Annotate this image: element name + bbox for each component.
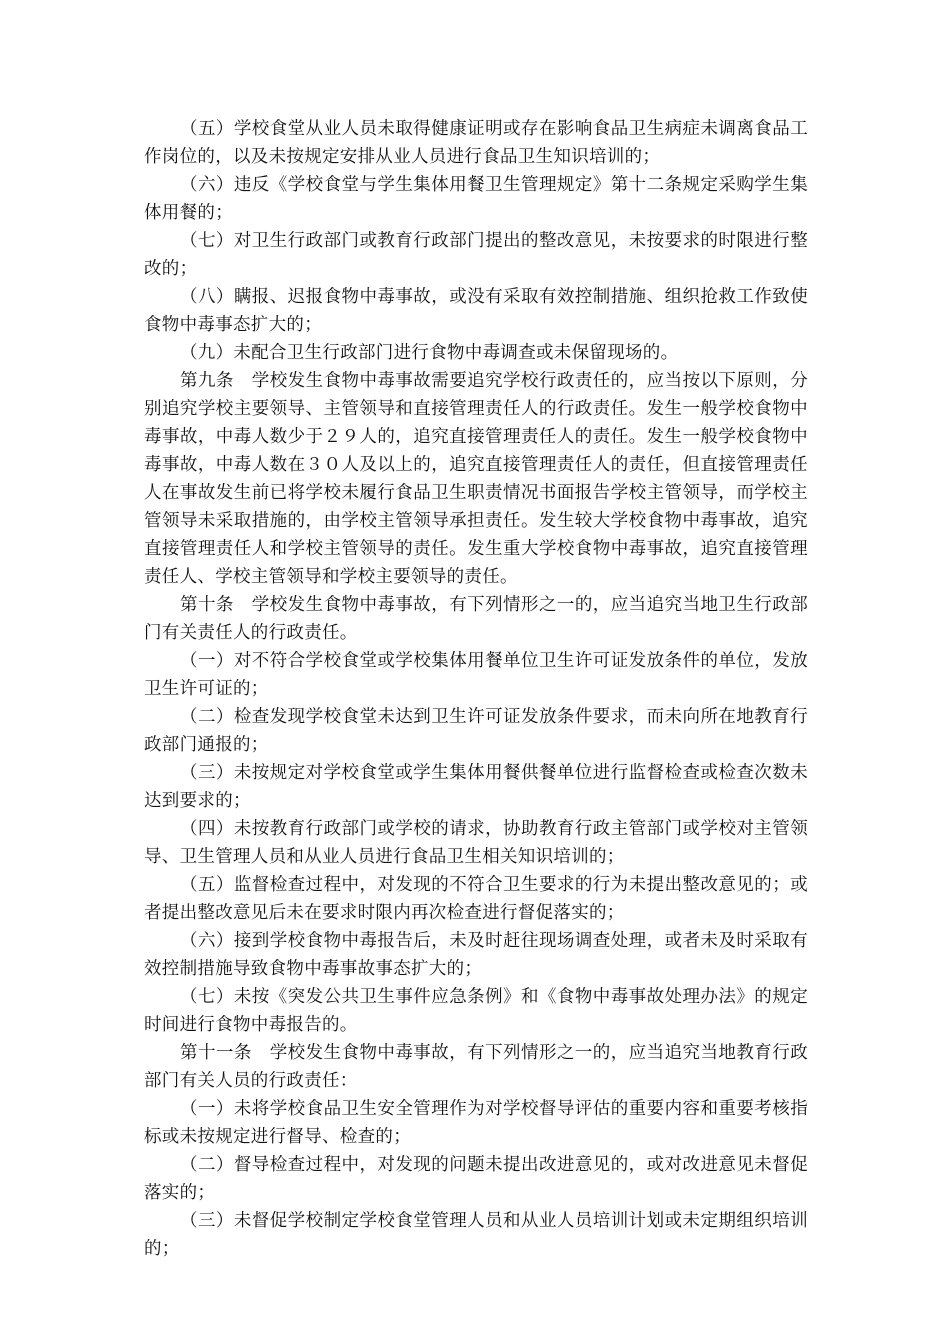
paragraph-item-5: （五）学校食堂从业人员未取得健康证明或存在影响食品卫生病症未调离食品工作岗位的，以及未按规定安排从业人员进行食品卫生知识培训的； — [144, 119, 808, 167]
paragraph-item-8: （八）瞒报、迟报食物中毒事故，或没有采取有效控制措施、组织抢救工作致使食物中毒事态扩大的； — [144, 287, 808, 335]
paragraph-item-7: （七）对卫生行政部门或教育行政部门提出的整改意见，未按要求的时限进行整改的； — [144, 231, 808, 279]
article-10-item-1: （一）对不符合学校食堂或学校集体用餐单位卫生许可证发放条件的单位，发放卫生许可证的； — [144, 651, 808, 699]
article-10-item-5: （五）监督检查过程中，对发现的不符合卫生要求的行为未提出整改意见的；或者提出整改意见后未在要求时限内再次检查进行督促落实的； — [144, 875, 808, 923]
article-10: 第十条 学校发生食物中毒事故，有下列情形之一的，应当追究当地卫生行政部门有关责任人的行政责任。 — [144, 595, 808, 643]
article-11: 第十一条 学校发生食物中毒事故，有下列情形之一的，应当追究当地教育行政部门有关人员的行政责任： — [144, 1043, 808, 1091]
article-11-item-1: （一）未将学校食品卫生安全管理作为对学校督导评估的重要内容和重要考核指标或未按规定进行督导、检查的； — [144, 1099, 808, 1147]
article-11-item-3: （三）未督促学校制定学校食堂管理人员和从业人员培训计划或未定期组织培训的； — [144, 1211, 808, 1259]
article-9: 第九条 学校发生食物中毒事故需要追究学校行政责任的，应当按以下原则，分别追究学校主要领导、主管领导和直接管理责任人的行政责任。发生一般学校食物中毒事故，中毒人数少于２９人的，追究直接管理责任人的责任。发生一般学校食物中毒事故，中毒人数在３０人及以上的，追究直接管理责任人的责任，但直接管理责任人在事故发生前已将学校未履行食品卫生职责情况书面报告学校主管领导，而学校主管领导未采取措施的，由学校主管领导承担责任。发生较大学校食物中毒事故，追究直接管理责任人和学校主管领导的责任。发生重大学校食物中毒事故，追究直接管理责任人、学校主管领导和学校主要领导的责任。 — [144, 371, 808, 587]
paragraph-item-9: （九）未配合卫生行政部门进行食物中毒调查或未保留现场的。 — [180, 343, 679, 363]
document-body — [144, 115, 808, 1263]
article-10-item-4: （四）未按教育行政部门或学校的请求，协助教育行政主管部门或学校对主管领导、卫生管理人员和从业人员进行食品卫生相关知识培训的； — [144, 819, 808, 867]
article-10-item-3: （三）未按规定对学校食堂或学生集体用餐供餐单位进行监督检查或检查次数未达到要求的； — [144, 763, 808, 811]
article-10-item-6: （六）接到学校食物中毒报告后，未及时赶往现场调查处理，或者未及时采取有效控制措施导致食物中毒事故事态扩大的； — [144, 931, 808, 979]
article-10-item-2: （二）检查发现学校食堂未达到卫生许可证发放条件要求，而未向所在地教育行政部门通报的； — [144, 707, 808, 755]
paragraph-item-6: （六）违反《学校食堂与学生集体用餐卫生管理规定》第十二条规定采购学生集体用餐的； — [144, 175, 808, 223]
article-10-item-7: （七）未按《突发公共卫生事件应急条例》和《食物中毒事故处理办法》的规定时间进行食物中毒报告的。 — [144, 987, 808, 1035]
article-11-item-2: （二）督导检查过程中，对发现的问题未提出改进意见的，或对改进意见未督促落实的； — [144, 1155, 808, 1203]
